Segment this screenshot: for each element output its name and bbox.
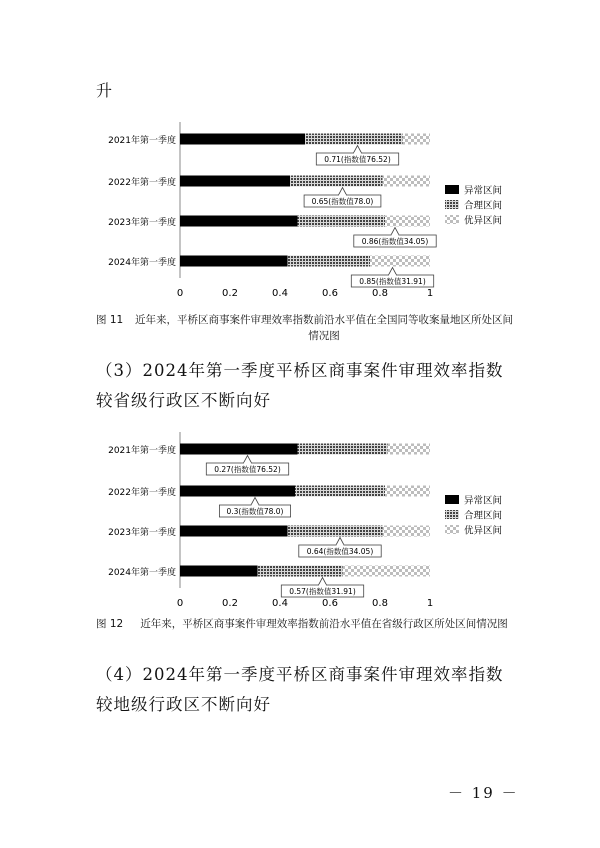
bar-segment bbox=[383, 176, 431, 187]
bar-segment bbox=[385, 216, 430, 227]
category-label: 2022年第一季度 bbox=[108, 488, 176, 498]
section-heading-4: （4）2024年第一季度平桥区商事案件审理效率指数较地级行政区不断向好 bbox=[96, 665, 504, 714]
bar-segment bbox=[180, 216, 298, 227]
callout-pointer bbox=[251, 498, 259, 506]
bar-segment bbox=[290, 176, 383, 187]
bar-segment bbox=[288, 526, 383, 537]
legend-label: 异常区间 bbox=[464, 185, 503, 197]
bar-segment bbox=[180, 256, 288, 267]
bar-segment bbox=[388, 444, 431, 455]
x-tick-label: 1 bbox=[426, 598, 434, 609]
lead-text: 升 bbox=[96, 81, 113, 100]
legend-swatch bbox=[445, 495, 459, 504]
bar-segment bbox=[258, 566, 343, 577]
legend-label: 优异区间 bbox=[464, 525, 503, 537]
x-tick-label: 0.2 bbox=[222, 288, 238, 299]
category-label: 2021年第一季度 bbox=[108, 446, 176, 456]
bar-segment bbox=[385, 486, 430, 497]
legend-swatch bbox=[445, 510, 459, 519]
legend-swatch bbox=[445, 185, 459, 194]
category-label: 2023年第一季度 bbox=[108, 528, 176, 538]
bar-segment bbox=[370, 256, 430, 267]
x-tick-label: 0.4 bbox=[272, 288, 288, 299]
figure-number: 图 11 bbox=[96, 314, 124, 326]
bar-segment bbox=[298, 216, 386, 227]
legend-swatch bbox=[445, 525, 459, 534]
bar-segment bbox=[403, 134, 431, 145]
annotation-label: 0.57(指数值31.91) bbox=[289, 587, 356, 596]
annotation-label: 0.64(指数值34.05) bbox=[306, 547, 374, 556]
bar-segment bbox=[298, 444, 388, 455]
callout-pointer bbox=[391, 228, 399, 236]
bar-segment bbox=[180, 176, 290, 187]
annotation-label: 0.3(指数值78.0) bbox=[226, 507, 284, 516]
bar-segment bbox=[305, 134, 403, 145]
x-tick-label: 0.8 bbox=[372, 288, 388, 299]
x-tick-label: 0.2 bbox=[222, 598, 238, 609]
annotation-label: 0.86(指数值34.05) bbox=[361, 237, 429, 246]
annotation-label: 0.85(指数值31.91) bbox=[359, 277, 426, 286]
x-tick-label: 0 bbox=[176, 288, 184, 299]
legend-label: 合理区间 bbox=[464, 510, 503, 522]
callout-pointer bbox=[319, 578, 327, 586]
legend-label: 合理区间 bbox=[464, 200, 503, 212]
category-label: 2022年第一季度 bbox=[108, 178, 176, 188]
callout-pointer bbox=[336, 538, 344, 546]
figure-12-caption bbox=[96, 616, 516, 632]
bar-segment bbox=[180, 134, 305, 145]
figure-caption-text: 近年来，平桥区商事案件审理效率指数前沿水平值在省级行政区所处区间情况图 bbox=[140, 618, 508, 630]
callout-pointer bbox=[389, 268, 397, 276]
category-label: 2021年第一季度 bbox=[108, 136, 176, 146]
category-label: 2023年第一季度 bbox=[108, 218, 176, 228]
bar-segment bbox=[180, 526, 288, 537]
annotation-label: 0.27(指数值76.52) bbox=[214, 465, 281, 474]
category-label: 2024年第一季度 bbox=[108, 568, 176, 578]
chart-svg bbox=[0, 428, 600, 618]
x-tick-label: 0.6 bbox=[322, 598, 338, 609]
x-tick-label: 0.4 bbox=[272, 598, 288, 609]
category-label: 2024年第一季度 bbox=[108, 258, 176, 268]
bar-segment bbox=[180, 486, 295, 497]
bar-segment bbox=[180, 566, 258, 577]
figure-caption-text: 近年来，平桥区商事案件审理效率指数前沿水平值在全国同等收案量地区所处区间情况图 bbox=[135, 314, 513, 342]
callout-pointer bbox=[339, 188, 347, 196]
bar-segment bbox=[295, 486, 385, 497]
legend-label: 异常区间 bbox=[464, 495, 503, 507]
bar-segment bbox=[180, 444, 298, 455]
figure-12-chart bbox=[0, 428, 600, 618]
bar-segment bbox=[343, 566, 431, 577]
callout-pointer bbox=[244, 456, 252, 464]
legend-label: 优异区间 bbox=[464, 215, 503, 227]
x-tick-label: 0.6 bbox=[322, 288, 338, 299]
chart-svg bbox=[0, 118, 600, 308]
figure-number: 图 12 bbox=[96, 618, 124, 630]
bar-segment bbox=[288, 256, 371, 267]
legend-swatch bbox=[445, 200, 459, 209]
x-tick-label: 0.8 bbox=[372, 598, 388, 609]
figure-11-caption bbox=[96, 312, 516, 344]
callout-pointer bbox=[354, 146, 362, 154]
page-number: － 19 － bbox=[448, 784, 519, 802]
bar-segment bbox=[383, 526, 431, 537]
annotation-label: 0.71(指数值76.52) bbox=[324, 155, 391, 164]
x-tick-label: 0 bbox=[176, 598, 184, 609]
legend-swatch bbox=[445, 215, 459, 224]
annotation-label: 0.65(指数值78.0) bbox=[311, 197, 374, 206]
figure-11-chart bbox=[0, 118, 600, 308]
x-tick-label: 1 bbox=[426, 288, 434, 299]
section-heading-3: （3）2024年第一季度平桥区商事案件审理效率指数较省级行政区不断向好 bbox=[96, 361, 504, 410]
